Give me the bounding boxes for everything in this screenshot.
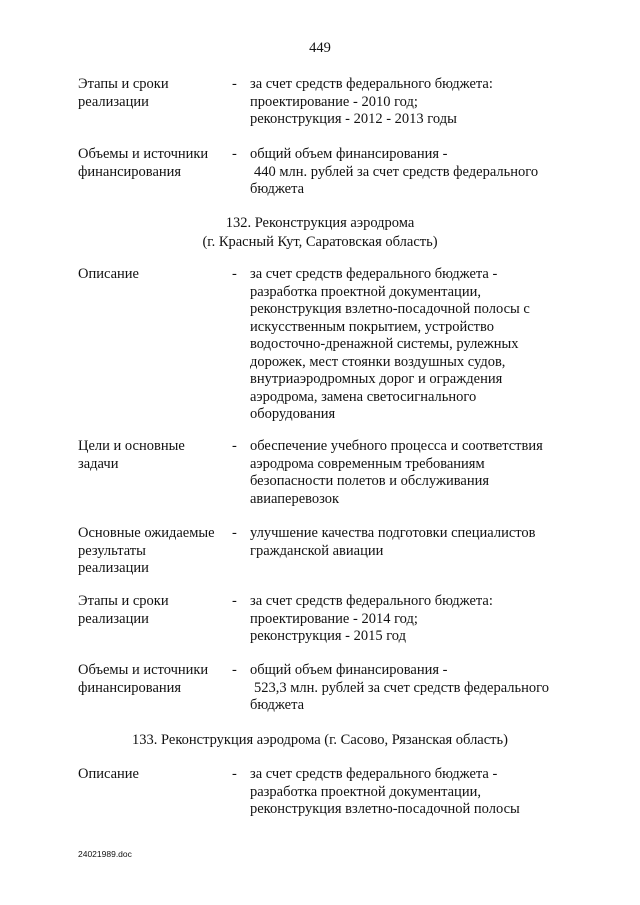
- field-label: Этапы и сроки реализации: [78, 76, 169, 110]
- field-value: [250, 146, 610, 199]
- field-label: Этапы и сроки реализации: [78, 593, 169, 627]
- section-132-title: 132. Реконструкция аэродрома: [225, 215, 415, 231]
- footer-filename: 24021989.doc: [78, 849, 132, 859]
- dash-separator: -: [232, 266, 237, 282]
- value-line: проектирование - 2010 год;: [250, 93, 418, 110]
- value-line: реконструкция взлетно-посадочной полосы с: [250, 301, 530, 317]
- field-label: Описание: [78, 266, 139, 282]
- section-132-subtitle: (г. Красный Кут, Саратовская область): [202, 234, 438, 250]
- field-label: Описание: [78, 766, 139, 782]
- dash-separator: -: [232, 438, 237, 454]
- value-line: бюджета: [250, 181, 305, 197]
- value-line: оборудования: [250, 406, 336, 422]
- dash-separator: -: [232, 662, 237, 678]
- value-line: безопасности полетов и обслуживания: [250, 473, 490, 489]
- value-line: разработка проектной документации,: [250, 283, 481, 300]
- field-value: [250, 266, 610, 424]
- dash-separator: -: [232, 766, 237, 782]
- field-value: [250, 662, 610, 715]
- value-line: 440 млн. рублей за счет средств федерального: [254, 163, 539, 180]
- value-line: общий объем финансирования -: [250, 662, 448, 678]
- value-line: аэродрома, замена светосигнального: [250, 388, 477, 405]
- field-value: [250, 438, 610, 508]
- value-line: реконструкция взлетно-посадочной полосы: [250, 801, 520, 817]
- dash-separator: -: [232, 76, 237, 92]
- value-line: реконструкция - 2015 год: [250, 628, 406, 644]
- field-value: [250, 593, 610, 646]
- field-value: [250, 76, 610, 129]
- dash-separator: -: [232, 146, 237, 162]
- value-line: реконструкция - 2012 - 2013 годы: [250, 111, 457, 127]
- page-number: 449: [309, 40, 331, 56]
- field-label: Основные ожидаемые результаты реализации: [78, 525, 215, 576]
- value-line: гражданской авиации: [250, 542, 384, 559]
- field-label: Объемы и источники финансирования: [78, 662, 209, 696]
- value-line: за счет средств федерального бюджета:: [250, 593, 493, 609]
- value-line: аэродрома современным требованиям: [250, 455, 485, 472]
- section-133-title: 133. Реконструкция аэродрома (г. Сасово, Рязанская область): [132, 732, 508, 748]
- value-line: бюджета: [250, 697, 305, 713]
- value-line: проектирование - 2014 год;: [250, 610, 418, 627]
- value-line: искусственным покрытием, устройство: [250, 318, 494, 335]
- field-value: [250, 525, 610, 560]
- value-line: улучшение качества подготовки специалистов: [250, 525, 536, 541]
- value-line: внутриаэродромных дорог и ограждения: [250, 371, 503, 387]
- field-label: Объемы и источники финансирования: [78, 146, 209, 180]
- field-value: [250, 766, 610, 819]
- dash-separator: -: [232, 593, 237, 609]
- value-line: общий объем финансирования -: [250, 146, 448, 162]
- value-line: за счет средств федерального бюджета -: [250, 266, 498, 282]
- field-label: Цели и основные задачи: [78, 438, 185, 472]
- value-line: разработка проектной документации,: [250, 783, 481, 800]
- value-line: авиаперевозок: [250, 490, 340, 507]
- value-line: дорожек, мест стоянки воздушных судов,: [250, 353, 506, 370]
- value-line: 523,3 млн. рублей за счет средств федерального: [254, 679, 549, 696]
- value-line: за счет средств федерального бюджета -: [250, 766, 498, 782]
- value-line: водосточно-дренажной системы, рулежных: [250, 336, 519, 352]
- value-line: за счет средств федерального бюджета:: [250, 76, 493, 92]
- value-line: обеспечение учебного процесса и соответствия: [250, 438, 543, 454]
- dash-separator: -: [232, 525, 237, 541]
